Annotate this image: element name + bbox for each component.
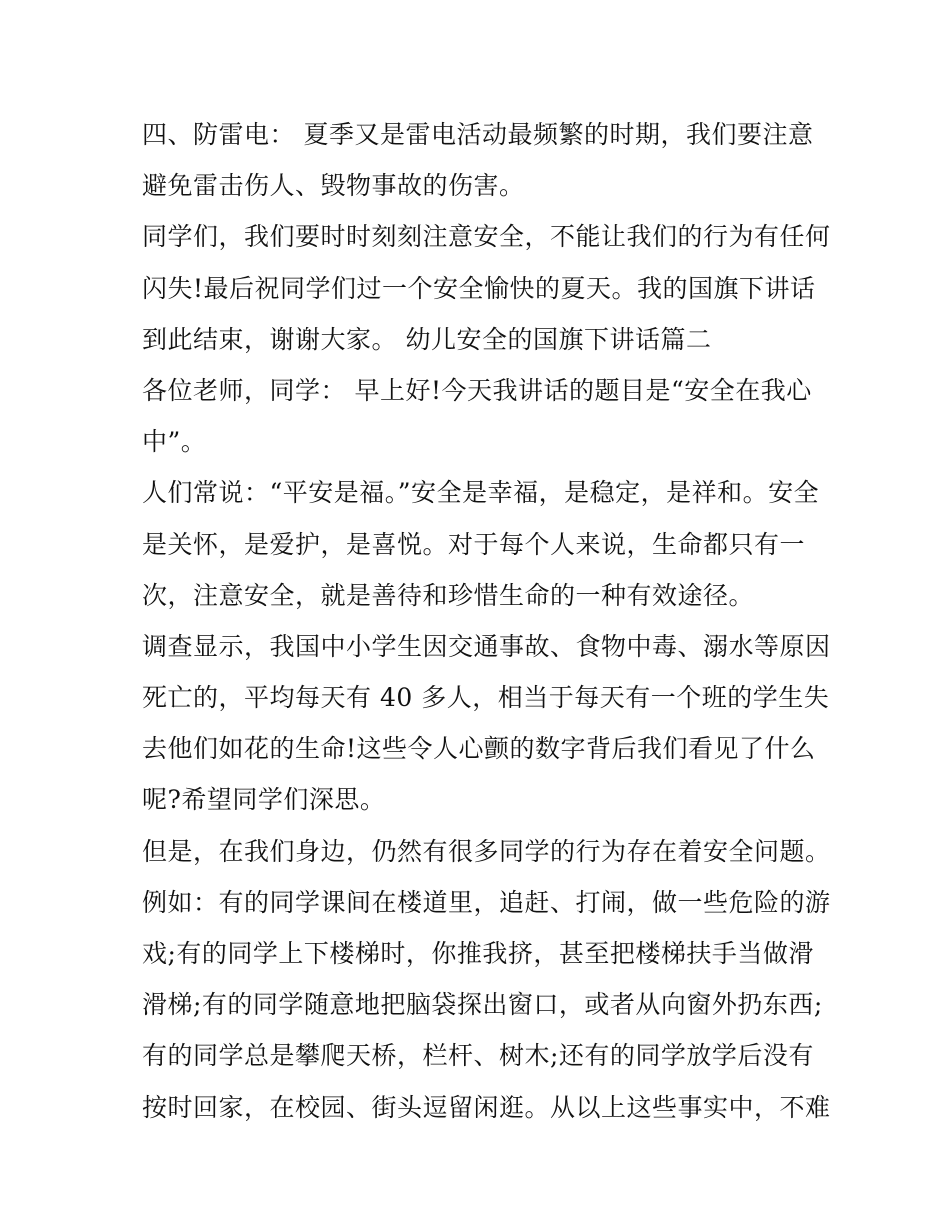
text-line: 次，注意安全，就是善待和珍惜生命的一种有效途径。 — [142, 580, 755, 610]
text-line: 但是，在我们身边，仍然有很多同学的行为存在着安全问题。 — [142, 836, 831, 866]
text-line: 中”。 — [142, 427, 207, 457]
text-line: 同学们，我们要时时刻刻注意安全，不能让我们的行为有任何 — [142, 222, 831, 252]
text-line: 闪失!最后祝同学们过一个安全愉快的夏天。我的国旗下讲话 — [142, 273, 816, 303]
text-line: 四、防雷电： 夏季又是雷电活动最频繁的时期，我们要注意 — [142, 120, 814, 149]
text-line: 人们常说：“平安是福。”安全是幸福，是稳定，是祥和。安全 — [142, 478, 820, 508]
text-line: 去他们如花的生命!这些令人心颤的数字背后我们看见了什么 — [142, 734, 816, 764]
text-line: 戏;有的同学上下楼梯时，你推我挤，甚至把楼梯扶手当做滑 — [142, 939, 814, 968]
text-line: 滑梯;有的同学随意地把脑袋探出窗口，或者从向窗外扔东西; — [142, 990, 823, 1020]
text-line: 各位老师，同学： 早上好!今天我讲话的题目是“安全在我心 — [142, 375, 812, 405]
text-line: 呢?希望同学们深思。 — [142, 785, 386, 815]
text-line: 是关怀，是爱护，是喜悦。对于每个人来说，生命都只有一 — [142, 529, 806, 559]
text-line: 调查显示，我国中小学生因交通事故、食物中毒、溺水等原因 — [142, 631, 831, 661]
text-line: 避免雷击伤人、毁物事故的伤害。 — [142, 171, 525, 201]
text-line: 有的同学总是攀爬天桥，栏杆、树木;还有的同学放学后没有 — [142, 1041, 814, 1071]
text-line: 到此结束，谢谢大家。 幼儿安全的国旗下讲话篇二 — [142, 324, 712, 354]
document-body — [142, 109, 831, 1133]
text-line: 按时回家，在校园、街头逗留闲逛。从以上这些事实中，不难 — [142, 1092, 831, 1122]
text-line: 例如：有的同学课间在楼道里，追赶、打闹，做一些危险的游 — [142, 887, 831, 917]
text-line: 死亡的，平均每天有 40 多人，相当于每天有一个班的学生失 — [142, 683, 830, 713]
